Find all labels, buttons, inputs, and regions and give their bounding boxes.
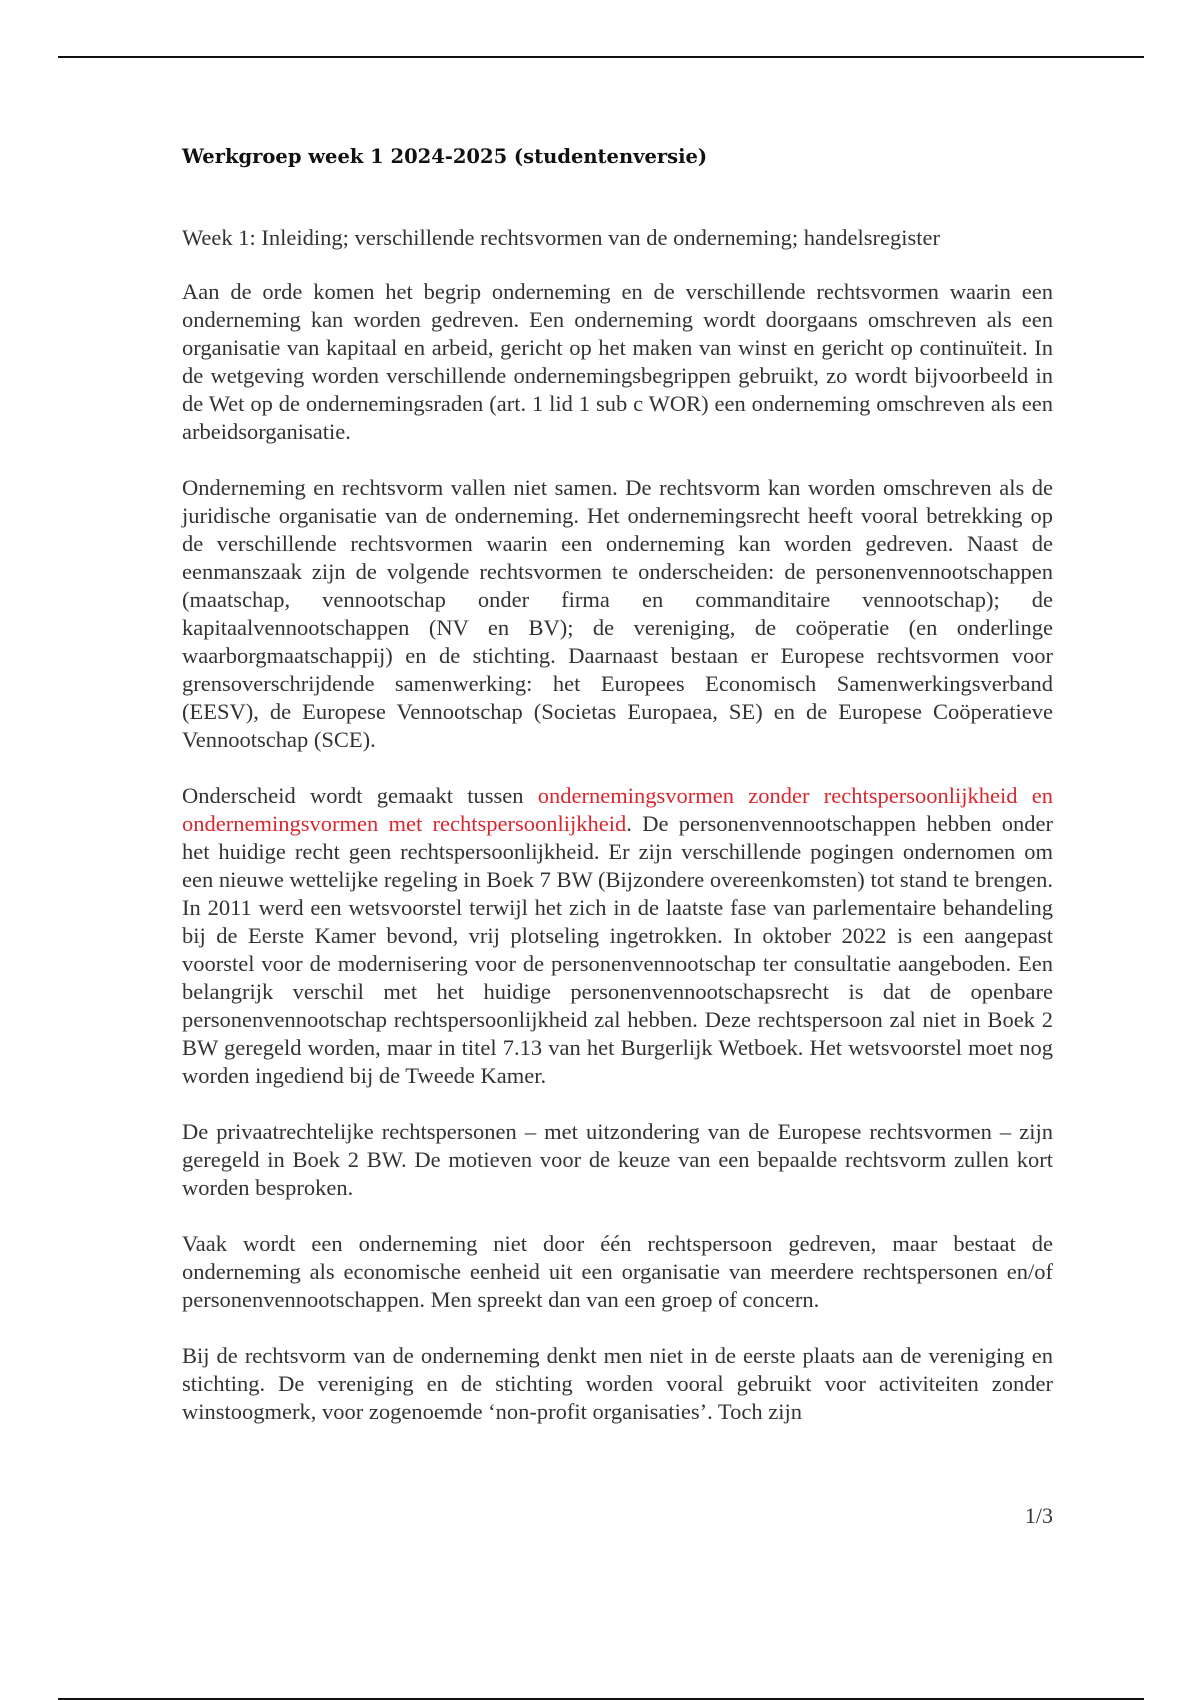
- document-body: [182, 278, 1053, 1454]
- paragraph-vereniging: Bij de rechtsvorm van de onderneming denkt men niet in de eerste plaats aan de vereniging en stichting. De vereniging en de stichting worden vooral gebruikt voor activiteiten zonder winstoogmerk, voor zogenoemde ‘non-profit organisaties’. Toch zijn: [182, 1343, 1053, 1424]
- paragraph-concern: Vaak wordt een onderneming niet door één rechtspersoon gedreven, maar bestaat de onderneming als economische eenheid uit een organisatie van meerdere rechtspersonen en/of personenvennootschappen. Men spreekt dan van een groep of concern.: [182, 1231, 1053, 1312]
- paragraph-rechtsvorm: Onderneming en rechtsvorm vallen niet samen. De rechtsvorm kan worden omschreven als de juridische organisatie van de onderneming. Het ondernemingsrecht heeft vooral betrekking op de verschillende rechtsvormen waarin een onderneming kan worden gedreven. Naast de eenmanszaak zijn de volgende rechtsvormen te onderscheiden: de personenvennootschappen (maatschap, vennootschap onder firma en commanditaire vennootschap); de kapitaalvennootschappen (NV en BV); de vereniging, de coöperatie (en onderlinge waarborgmaatschappij) en de stichting. Daarnaast bestaan er Europese rechtsvormen voor grensoverschrijdende samenwerking: het Europees Economisch Samenwerkingsverband (EESV), de Europese Vennootschap (Societas Europaea, SE) en de Europese Coöperatieve Vennootschap (SCE).: [182, 475, 1053, 752]
- week-subtitle: Week 1: Inleiding; verschillende rechtsvormen van de onderneming; handelsregister: [182, 225, 940, 250]
- paragraph-onderneming: Aan de orde komen het begrip onderneming en de verschillende rechtsvormen waarin een onderneming kan worden gedreven. Een onderneming wordt doorgaans omschreven als een organisatie van kapitaal en arbeid, gericht op het maken van winst en gericht op continuïteit. In de wetgeving worden verschillende ondernemingsbegrippen gebruikt, zo wordt bijvoorbeeld in de Wet op de ondernemingsraden (art. 1 lid 1 sub c WOR) een onderneming omschreven als een arbeidsorganisatie.: [182, 279, 1053, 444]
- document-title: Werkgroep week 1 2024-2025 (studentenversie): [182, 145, 708, 168]
- paragraph-onderscheid-rest: . De personenvennootschappen hebben onder het huidige recht geen rechtspersoonlijkheid. Er zijn verschillende pogingen ondernomen om een nieuwe wettelijke regeling in Boek 7 BW (Bijzondere overeenkomsten) tot stand te brengen. In 2011 werd een wetsvoorstel terwijl het zich in de laatste fase van parlementaire behandeling bij de Eerste Kamer bevond, vrij plotseling ingetrokken. In oktober 2022 is een aangepast voorstel voor de modernisering voor de personenvennootschap ter consultatie aangeboden. Een belangrijk verschil met het huidige personenvennootschapsrecht is dat de openbare personenvennootschap rechtspersoonlijkheid zal hebben. Deze rechtspersoon zal niet in Boek 2 BW geregeld worden, maar in titel 7.13 van het Burgerlijk Wetboek. Het wetsvoorstel moet nog worden ingediend bij de Tweede Kamer.: [182, 811, 1053, 1088]
- paragraph-onderscheid-intro: Onderscheid wordt gemaakt tussen: [182, 783, 538, 808]
- paragraph-onderscheid: [182, 782, 1053, 1090]
- page-number: 1/3: [1024, 1503, 1053, 1528]
- top-rule: [58, 56, 1144, 58]
- highlighted-text: ondernemingsvormen zonder rechtspersoonlijkheid en ondernemingsvormen met rechtspersoonlijkheid: [182, 783, 1053, 836]
- paragraph-privaatrechtelijk: De privaatrechtelijke rechtspersonen – met uitzondering van de Europese rechtsvormen – zijn geregeld in Boek 2 BW. De motieven voor de keuze van een bepaalde rechtsvorm zullen kort worden besproken.: [182, 1119, 1053, 1200]
